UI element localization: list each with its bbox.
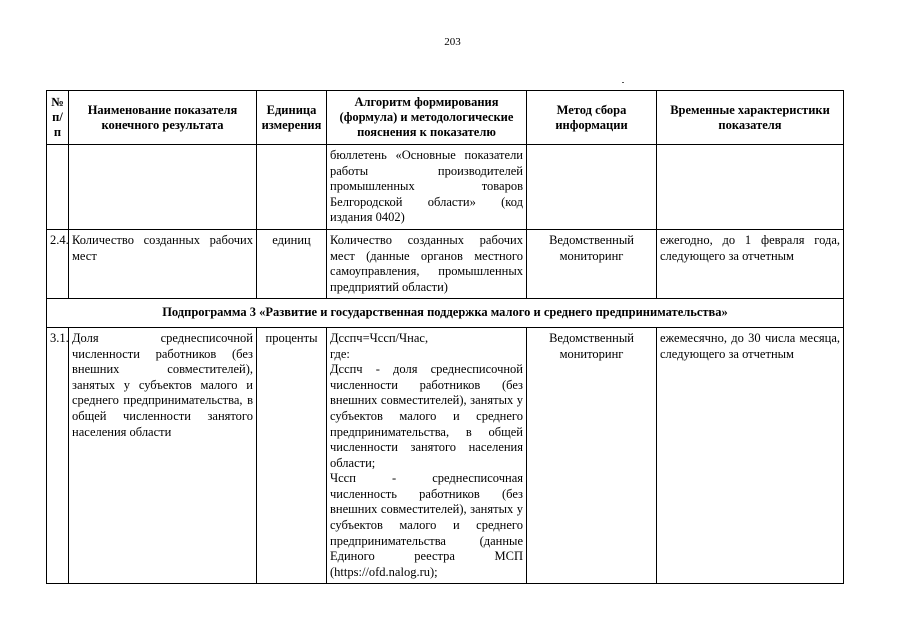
algorithm-line: бюллетень «Основные показатели [330,148,523,162]
cell-method [527,145,657,230]
algorithm-line: работы производителей [330,163,523,178]
indicators-table [46,90,844,584]
cell-time: ежемесячно, до 30 числа месяца, следующего за отчетным [657,327,844,584]
table-row [47,229,844,298]
cell-unit [257,145,327,230]
formula-definition: Дсспч - доля среднесписочной численности работников (без внешних совместителей), занятых у субъектов малого и среднего предпринимательства, в общей численности занятого населения области; [330,362,523,470]
cell-algorithm [327,327,527,584]
formula-definition: Чссп - среднесписочная численность работников (без внешних совместителей), занятых у субъектов малого и среднего предпринимательства (данные Единого реестра МСП (https://ofd.nalog.ru); [330,471,523,579]
subprogram-row [47,299,844,328]
header-algorithm: Алгоритм формирования (формула) и методологические пояснения к показателю [327,91,527,145]
cell-unit: единиц [257,229,327,298]
cell-name: Доля среднесписочной численности работников (без внешних совместителей), занятых у субъектов малого и среднего предпринимательства, в общей численности занятого населения области [69,327,257,584]
cell-num: 3.1. [47,327,69,584]
cell-time [657,145,844,230]
cell-num [47,145,69,230]
cell-unit: проценты [257,327,327,584]
table-header-row [47,91,844,145]
formula-where: где: [330,346,350,361]
algorithm-line: промышленных товаров [330,179,523,194]
header-name: Наименование показателя конечного результата [69,91,257,145]
scan-dot [622,82,624,83]
cell-algorithm: Количество созданных рабочих мест (данные органов местного самоуправления, промышленных предприятий области) [327,229,527,298]
header-method: Метод сбора информации [527,91,657,145]
cell-method: Ведомственный мониторинг [527,229,657,298]
cell-method: Ведомственный мониторинг [527,327,657,584]
cell-name [69,145,257,230]
cell-algorithm [327,145,527,230]
cell-time: ежегодно, до 1 февраля года, следующего за отчетным [657,229,844,298]
header-unit: Единица измерения [257,91,327,145]
subprogram-title: Подпрограмма 3 «Развитие и государственная поддержка малого и среднего предпринимательства» [47,299,844,328]
table-row [47,145,844,230]
header-time: Временные характеристики показателя [657,91,844,145]
algorithm-line: издания 0402) [330,210,405,225]
algorithm-line: Белгородской области» (код [330,194,523,209]
cell-name: Количество созданных рабочих мест [69,229,257,298]
table-row [47,327,844,584]
formula: Дсспч=Чссп/Чнас, [330,330,429,345]
cell-num: 2.4. [47,229,69,298]
header-num: № п/п [47,91,69,145]
page-number: 203 [444,36,461,48]
